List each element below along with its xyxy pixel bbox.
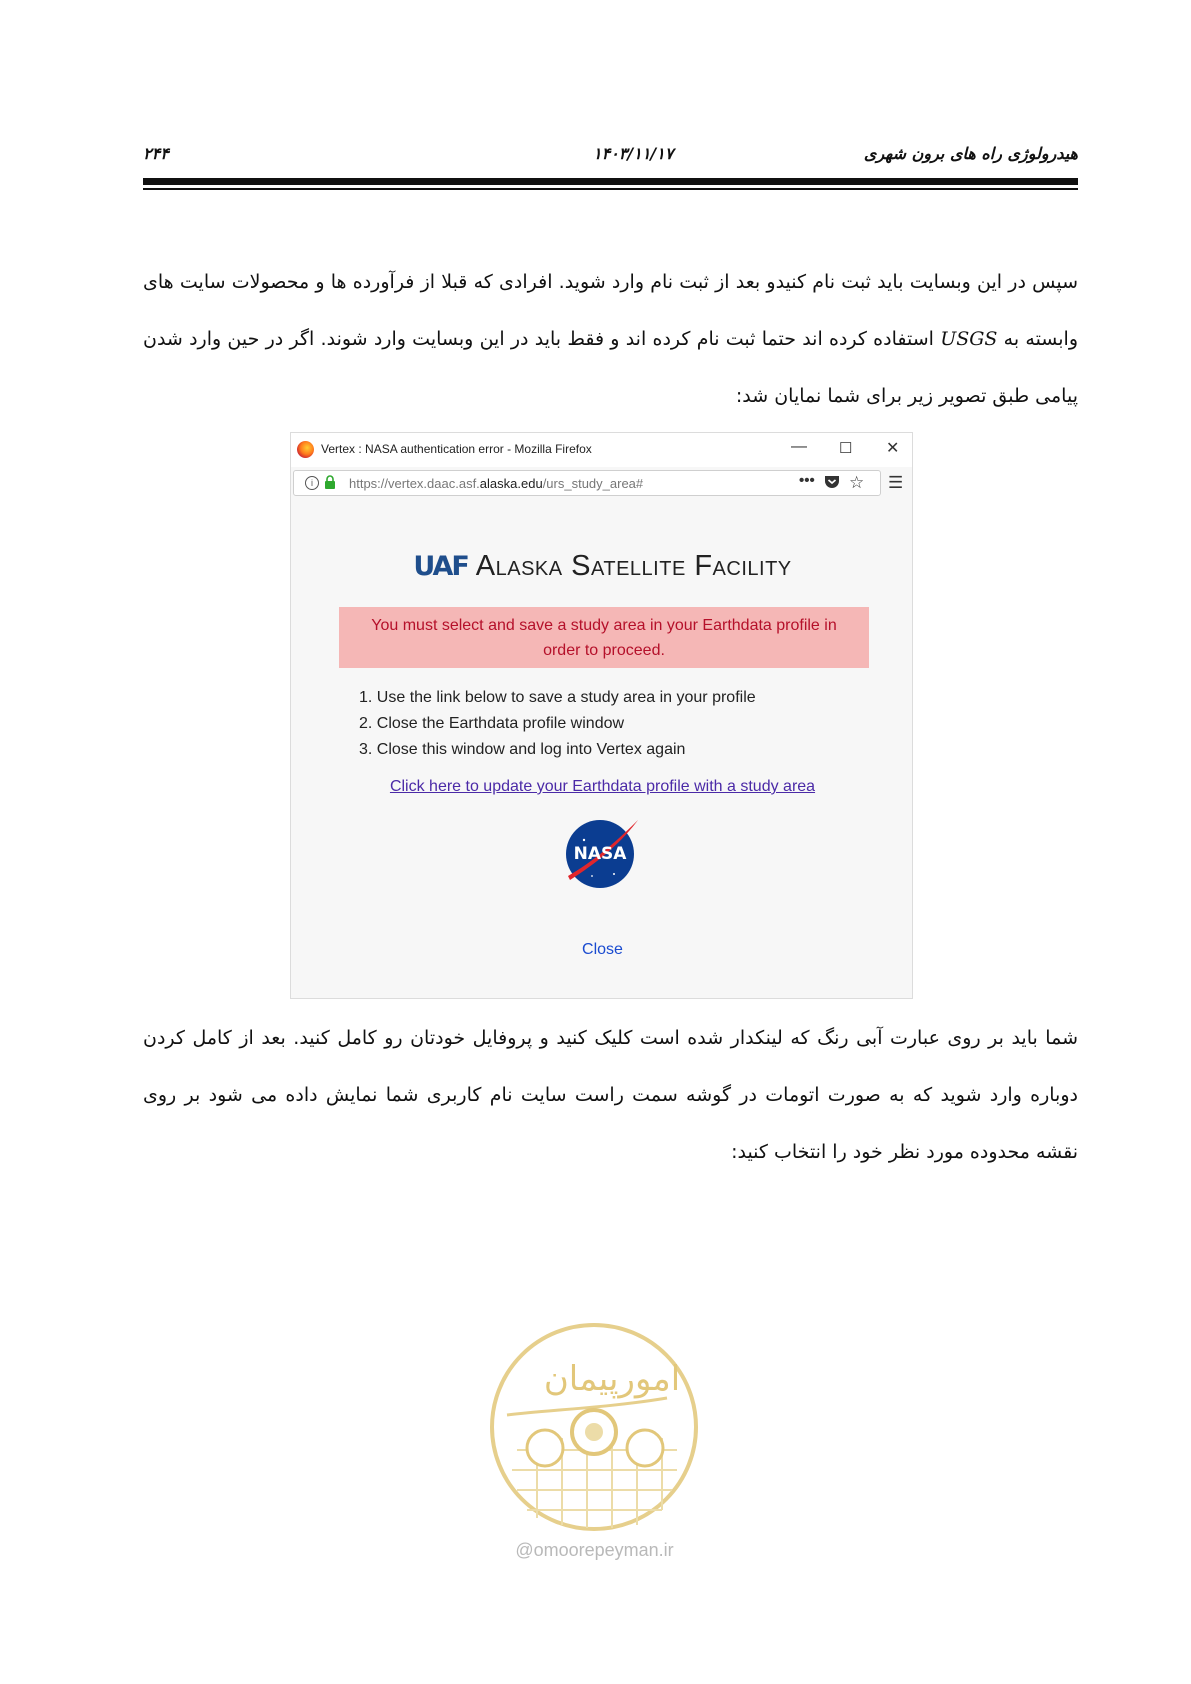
paragraph-2: شما باید بر روی عبارت آبی رنگ که لینکدار شده است کلیک کنید و پروفایل خودتان رو کامل کنید. بعد از کامل کردن دوباره وارد شوید که به صورت اتومات در گوشه سمت راست سایت نام کاربری شما نمایش داده می شود بر روی نقشه محدوده مورد نظر خود را انتخاب کنید: bbox=[143, 1027, 1078, 1163]
info-icon[interactable]: i bbox=[305, 476, 319, 490]
instruction-step: 1. Use the link below to save a study area in your profile bbox=[359, 689, 756, 706]
firefox-icon bbox=[297, 441, 314, 458]
nasa-logo-text: NASA bbox=[573, 844, 627, 864]
paragraph-1-part-2: استفاده کرده اند حتما ثبت نام کرده اند و فقط باید در این وبسایت وارد شوند. اگر در حین وارد شدن پیامی طبق تصویر زیر برای شما نمایان شد: bbox=[143, 328, 1078, 407]
page-number: ۲۴۴ bbox=[143, 144, 169, 163]
org-name: Alaska Satellite Facility bbox=[475, 550, 792, 582]
instruction-step: 3. Close this window and log into Vertex again bbox=[359, 741, 686, 758]
usgs-term: USGS bbox=[940, 328, 998, 350]
lock-icon bbox=[324, 475, 336, 489]
window-title: Vertex : NASA authentication error - Mozilla Firefox bbox=[321, 442, 592, 456]
instruction-list bbox=[359, 685, 756, 763]
watermark-logo bbox=[487, 1320, 702, 1535]
bookmark-star-icon[interactable]: ☆ bbox=[849, 473, 865, 492]
url-text[interactable] bbox=[349, 476, 643, 491]
paragraph-1 bbox=[143, 254, 1078, 425]
watermark-url: @omoorepeyman.ir bbox=[515, 1540, 674, 1560]
hamburger-menu-icon[interactable]: ☰ bbox=[888, 473, 904, 492]
pocket-icon[interactable] bbox=[824, 474, 840, 489]
header-rule-thick bbox=[143, 178, 1078, 185]
url-domain: alaska.edu bbox=[479, 476, 543, 491]
uaf-logo: UAF bbox=[413, 551, 468, 582]
close-window-button[interactable]: ✕ bbox=[886, 440, 900, 457]
alert-line-2: order to proceed. bbox=[543, 642, 665, 659]
watermark-logo-text: امورپیمان bbox=[543, 1359, 681, 1399]
update-profile-link[interactable]: Click here to update your Earthdata profile with a study area bbox=[389, 778, 816, 795]
maximize-button[interactable]: ☐ bbox=[839, 440, 853, 457]
error-alert bbox=[339, 607, 869, 668]
nasa-logo bbox=[562, 814, 638, 890]
minimize-button[interactable]: — bbox=[791, 438, 807, 455]
header-date: ۱۴۰۳/۱۱/۱۷ bbox=[593, 144, 674, 163]
page-header bbox=[143, 140, 1078, 170]
instruction-step: 2. Close the Earthdata profile window bbox=[359, 715, 625, 732]
header-rule-thin bbox=[143, 188, 1078, 190]
url-bar[interactable] bbox=[293, 470, 881, 496]
title-bar bbox=[291, 433, 912, 467]
alert-line-1: You must select and save a study area in your Earthdata profile in bbox=[371, 617, 837, 634]
url-prefix: https://vertex.daac.asf. bbox=[349, 476, 480, 491]
url-path: /urs_study_area# bbox=[542, 476, 644, 491]
page-actions-icon[interactable]: ••• bbox=[799, 472, 815, 489]
browser-window-screenshot bbox=[290, 432, 913, 999]
close-button[interactable]: Close bbox=[582, 941, 623, 958]
header-title: هیدرولوژی راه های برون شهری bbox=[863, 144, 1078, 163]
asf-logo bbox=[291, 550, 914, 583]
paragraph-1-part-1: سپس در این وبسایت باید ثبت نام کنیدو بعد از ثبت نام وارد شوید. افرادی که قبلا از فرآورده ها و محصولات سایت های وابسته به bbox=[143, 271, 1079, 350]
